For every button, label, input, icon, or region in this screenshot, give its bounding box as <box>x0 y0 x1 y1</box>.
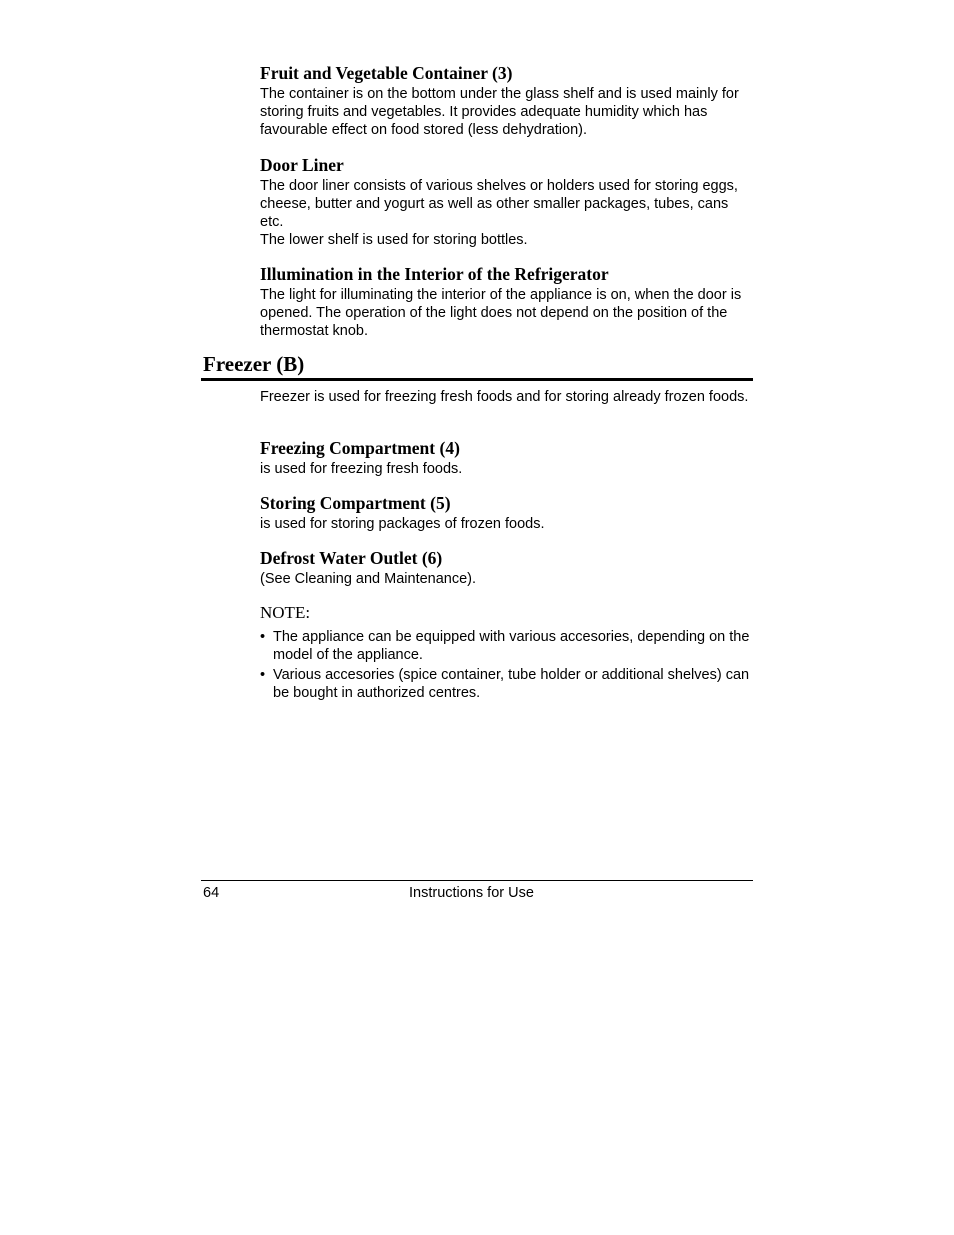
freezer-title: Freezer (B) <box>203 352 305 376</box>
door-liner-text-bottles: The lower shelf is used for storing bottles. <box>260 232 528 248</box>
freezer-title-rule <box>201 378 753 381</box>
page-number: 64 <box>203 885 220 901</box>
illumination-text: The light for illuminating the interior of the appliance is on, when the door is opened. The operation of the light does not depend on the position of the thermostat knob. <box>260 287 742 339</box>
freezing-compartment-heading: Freezing Compartment (4) <box>260 438 460 458</box>
defrost-outlet-text: (See Cleaning and Maintenance). <box>260 571 477 587</box>
note-item-text: The appliance can be equipped with various accesories, depending on the model of the appliance. <box>273 629 750 663</box>
bullet-icon: • <box>260 629 266 645</box>
footer-rule <box>201 880 753 881</box>
freezing-compartment-section <box>260 438 752 478</box>
door-liner-heading: Door Liner <box>260 155 344 175</box>
freezer-intro <box>260 388 752 406</box>
freezing-compartment-text: is used for freezing fresh foods. <box>260 461 463 477</box>
bullet-icon: • <box>260 667 266 683</box>
footer-title: Instructions for Use <box>409 885 534 901</box>
defrost-outlet-section <box>260 548 752 588</box>
door-liner-section <box>260 155 752 249</box>
illumination-heading: Illumination in the Interior of the Refrigerator <box>260 264 609 284</box>
note-item <box>260 628 752 664</box>
note-list <box>260 628 752 702</box>
storing-compartment-section <box>260 493 752 533</box>
note-label: NOTE: <box>260 603 311 622</box>
fruit-vegetable-section <box>260 63 752 139</box>
fruit-vegetable-text: The container is on the bottom under the glass shelf and is used mainly for storing fruits and vegetables. It provides adequate humidity which has favourable effect on food stored (less dehydration). <box>260 86 739 138</box>
note-item-text: Various accesories (spice container, tube holder or additional shelves) can be bought in authorized centres. <box>273 667 750 701</box>
freezer-intro-text: Freezer is used for freezing fresh foods and for storing already frozen foods. <box>260 389 749 405</box>
fruit-vegetable-heading: Fruit and Vegetable Container (3) <box>260 63 513 83</box>
illumination-section <box>260 264 752 340</box>
storing-compartment-heading: Storing Compartment (5) <box>260 493 451 513</box>
door-liner-text: The door liner consists of various shelves or holders used for storing eggs, cheese, butter and yogurt as well as other smaller packages, tubes, cans etc. <box>260 178 738 230</box>
defrost-outlet-heading: Defrost Water Outlet (6) <box>260 548 443 568</box>
note-item <box>260 666 752 702</box>
storing-compartment-text: is used for storing packages of frozen foods. <box>260 516 545 532</box>
note-section <box>260 603 752 704</box>
